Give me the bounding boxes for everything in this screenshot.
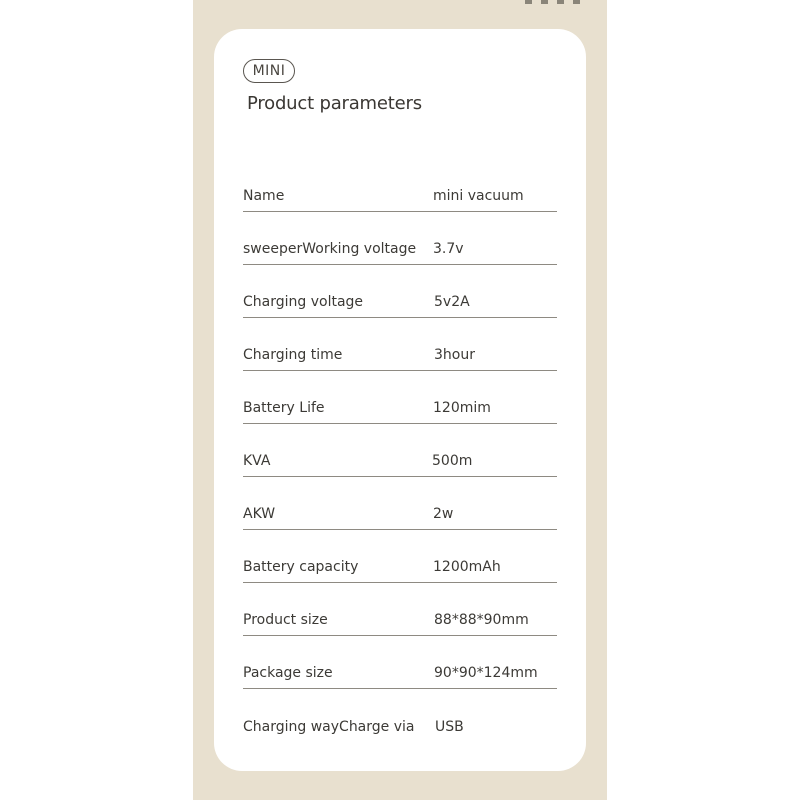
row-divider [243, 635, 557, 636]
param-label: Battery Life [243, 400, 325, 416]
param-value: 5v2A [434, 294, 470, 310]
param-label: Product size [243, 612, 328, 628]
decoration-bar [525, 0, 532, 4]
decoration-bar [573, 0, 580, 4]
param-row [243, 188, 557, 208]
row-divider [243, 211, 557, 212]
param-label: Battery capacity [243, 559, 359, 575]
param-row [243, 294, 557, 314]
param-row [243, 559, 557, 579]
decoration-bar [557, 0, 564, 4]
page-title: Product parameters [247, 93, 422, 114]
param-value: 500m [432, 453, 473, 469]
param-label: Name [243, 188, 285, 204]
param-label: Charging voltage [243, 294, 364, 310]
top-decoration [525, 0, 585, 4]
row-divider [243, 529, 557, 530]
param-value: 90*90*124mm [434, 665, 538, 681]
param-value: USB [435, 719, 464, 735]
row-divider [243, 370, 557, 371]
param-value: 120mim [433, 400, 491, 416]
param-value: 3.7v [433, 241, 464, 257]
param-label: KVA [243, 453, 271, 469]
mini-badge: MINI [243, 59, 295, 83]
param-value: 3hour [434, 347, 475, 363]
param-row [243, 347, 557, 367]
row-divider [243, 476, 557, 477]
param-row [243, 400, 557, 420]
param-label: sweeperWorking voltage [243, 241, 417, 257]
row-divider [243, 582, 557, 583]
param-label: Charging time [243, 347, 343, 363]
param-row [243, 241, 557, 261]
param-value: 88*88*90mm [434, 612, 529, 628]
param-value: 1200mAh [433, 559, 501, 575]
parameters-card [214, 29, 586, 771]
param-row [243, 612, 557, 632]
param-row [243, 665, 557, 685]
param-row [243, 506, 557, 526]
row-divider [243, 317, 557, 318]
param-row [243, 453, 557, 473]
row-divider [243, 423, 557, 424]
param-row [243, 719, 557, 739]
param-label: Charging wayCharge via [243, 719, 415, 735]
param-value: 2w [433, 506, 454, 522]
param-label: AKW [243, 506, 276, 522]
decoration-bar [541, 0, 548, 4]
row-divider [243, 264, 557, 265]
param-label: Package size [243, 665, 333, 681]
row-divider [243, 688, 557, 689]
param-value: mini vacuum [433, 188, 524, 204]
